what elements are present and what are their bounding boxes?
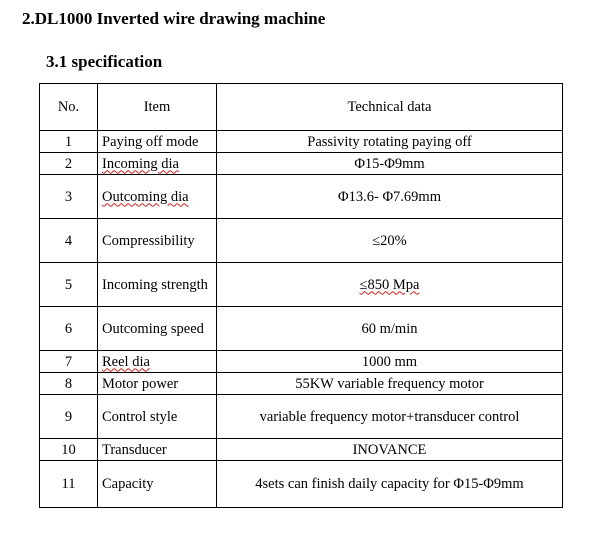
row-number: 2: [40, 153, 98, 175]
row-item: Motor power: [98, 373, 217, 395]
row-number: 8: [40, 373, 98, 395]
table-row: [40, 395, 563, 439]
table-row: [40, 461, 563, 508]
row-number: 10: [40, 439, 98, 461]
row-item-text: Incoming dia: [102, 155, 179, 172]
row-number: 9: [40, 395, 98, 439]
row-number: 3: [40, 175, 98, 219]
row-value: INOVANCE: [217, 439, 563, 461]
table-header-row: [40, 84, 563, 131]
row-item: [98, 153, 217, 175]
header-no: No.: [40, 84, 98, 131]
row-item: Incoming strength: [98, 263, 217, 307]
row-value: variable frequency motor+transducer control: [217, 395, 563, 439]
row-value: 4sets can finish daily capacity for Φ15-Φ9mm: [217, 461, 563, 508]
row-value: [217, 263, 563, 307]
row-item: Outcoming speed: [98, 307, 217, 351]
row-number: 11: [40, 461, 98, 508]
row-item: Paying off mode: [98, 131, 217, 153]
header-item: Item: [98, 84, 217, 131]
table-row: [40, 373, 563, 395]
row-item: [98, 351, 217, 373]
table-row: [40, 439, 563, 461]
row-item: Compressibility: [98, 219, 217, 263]
table-row: [40, 175, 563, 219]
table-row: [40, 219, 563, 263]
row-value: Φ13.6- Φ7.69mm: [217, 175, 563, 219]
section-heading: 3.1 specification: [46, 52, 163, 71]
row-item: Control style: [98, 395, 217, 439]
row-value: Passivity rotating paying off: [217, 131, 563, 153]
row-value: 55KW variable frequency motor: [217, 373, 563, 395]
row-number: 7: [40, 351, 98, 373]
table-row: [40, 307, 563, 351]
table-row: [40, 263, 563, 307]
row-value-text: ≤850 Mpa: [359, 276, 420, 293]
row-value: ≤20%: [217, 219, 563, 263]
row-item: Transducer: [98, 439, 217, 461]
row-item-text: Reel dia: [102, 353, 150, 370]
row-value: 60 m/min: [217, 307, 563, 351]
row-number: 6: [40, 307, 98, 351]
row-item: Capacity: [98, 461, 217, 508]
table-row: [40, 351, 563, 373]
row-number: 5: [40, 263, 98, 307]
row-value: Φ15-Φ9mm: [217, 153, 563, 175]
document-title: 2.DL1000 Inverted wire drawing machine: [22, 9, 326, 28]
row-item: [98, 175, 217, 219]
table-row: [40, 153, 563, 175]
row-item-text: Outcoming dia: [102, 188, 189, 205]
row-number: 1: [40, 131, 98, 153]
specification-table: [39, 83, 563, 508]
row-number: 4: [40, 219, 98, 263]
header-technical-data: Technical data: [217, 84, 563, 131]
row-value: 1000 mm: [217, 351, 563, 373]
table-row: [40, 131, 563, 153]
